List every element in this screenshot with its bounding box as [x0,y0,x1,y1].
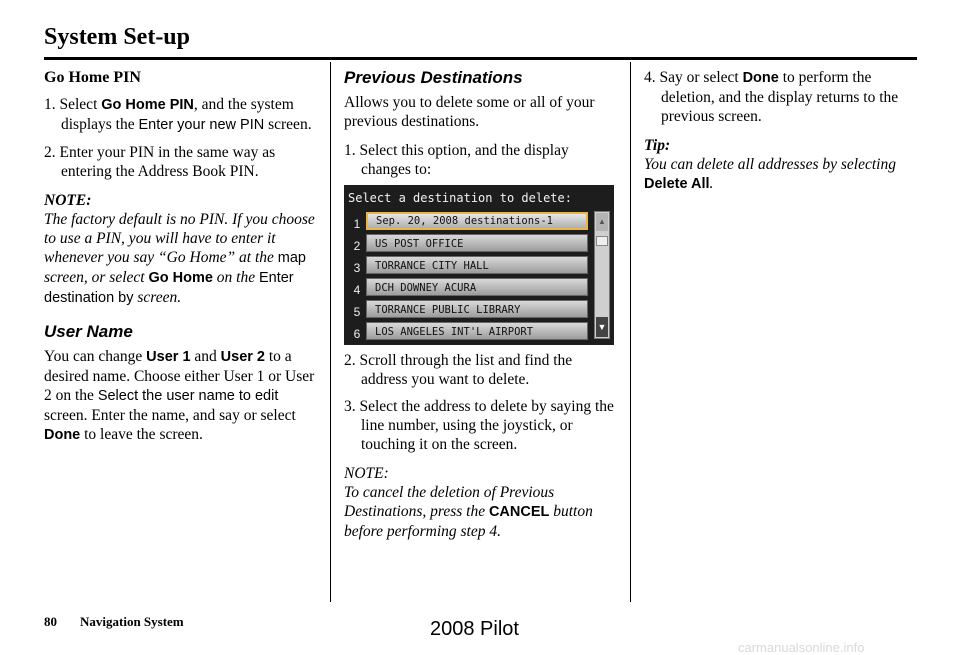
step-text: Scroll through the list and find the address you want to delete. [359,352,573,388]
header-rule [44,57,917,60]
note-label: NOTE: [344,465,389,482]
keyword-enter-destination-by: Enter destination by [44,270,294,306]
keyword-done: Done [742,70,779,86]
page-title: System Set-up [44,24,191,50]
tip-text [644,155,916,194]
keyword-done: Done [44,427,81,443]
page-number: 80 [44,614,57,629]
step-text: Select the address to delete by saying the line number, using the joystick, or touching it on the screen. [359,398,614,453]
keyword-user-2: User 2 [220,349,265,365]
body-text: screen. Enter the name, and say or select [44,407,296,424]
note-text: To cancel the deletion of Previous Destinations, press the [344,484,555,520]
previous-destinations-intro: Allows you to delete some or all of your previous destinations. [344,94,595,130]
go-home-pin-heading: Go Home PIN [44,69,141,86]
column-1 [44,68,316,455]
column-2 [344,68,619,551]
scroll-down-arrow-icon[interactable]: ▼ [596,317,608,337]
go-home-note [44,210,316,308]
destination-button[interactable]: TORRANCE CITY HALL [366,256,588,274]
keyword-go-home: Go Home [148,270,213,286]
column-divider-1 [330,62,331,602]
step-text: to perform the deletion, and the display returns to the previous screen. [661,69,899,125]
step-number: 2. [44,144,56,161]
navigation-screen-image [344,185,614,345]
step-text: , and the system displays the [61,96,294,133]
row-number: 6 [353,327,361,341]
row-number: 1 [353,217,361,231]
destination-row[interactable] [344,322,592,342]
step-text: Say or select [659,69,743,86]
note-text: on the [212,269,259,286]
note-label: NOTE: [44,192,92,209]
destination-button[interactable]: TORRANCE PUBLIC LIBRARY [366,300,588,318]
body-text: You can change [44,348,147,365]
column-3 [644,68,916,204]
column-divider-2 [630,62,631,602]
step-text: Select [59,96,102,113]
body-text: and [190,348,221,365]
keyword-delete-all: Delete All [644,176,710,192]
keyword-select-user-name: Select the user name to edit [97,388,279,404]
destination-button[interactable]: US POST OFFICE [366,234,588,252]
step-number: 3. [344,398,356,415]
step-text: screen. [264,116,312,133]
step-number: 1. [344,142,356,159]
body-text: to a desired name. Choose either User 1 or User 2 on the [44,348,315,404]
step-number: 4. [644,69,656,86]
tip-label: Tip: [644,137,671,154]
scrollbar[interactable] [594,211,610,339]
screen-title: Select a destination to delete: [348,191,572,205]
row-number: 5 [353,305,361,319]
tip-body: You can delete all addresses by selecting [644,156,896,173]
step-text: Select this option, and the display changes to: [359,142,569,178]
user-name-heading: User Name [44,322,133,341]
keyword-user-1: User 1 [146,349,191,365]
step-text: Enter your PIN in the same way as entering the Address Book PIN. [59,144,276,180]
row-number: 2 [353,239,361,253]
scroll-up-arrow-icon[interactable]: ▲ [596,213,608,231]
destination-row[interactable] [344,256,592,276]
user-name-paragraph [44,347,316,445]
note-text: screen. [133,289,182,306]
footer-section: Navigation System [80,614,184,629]
note-text: screen, or select [44,269,149,286]
destination-button-selected[interactable]: Sep. 20, 2008 destinations-1 [366,212,588,230]
go-home-step-1 [44,95,316,135]
prev-step-1 [344,141,619,179]
previous-destinations-heading: Previous Destinations [344,68,523,87]
row-number: 4 [353,283,361,297]
cancel-note [344,483,619,541]
destination-row[interactable] [344,212,592,232]
keyword-cancel: CANCEL [488,504,550,520]
go-home-step-2 [44,143,316,181]
step-number: 1. [44,96,56,113]
body-text: to leave the screen. [80,426,203,443]
destination-row[interactable] [344,278,592,298]
keyword-map: map [277,250,306,266]
prev-step-4 [644,68,916,126]
note-text: The factory default is no PIN. If you choose to use a PIN, you will have to enter it whenever you say “Go Home” at the [44,211,315,266]
prev-step-3 [344,397,619,454]
watermark-site: carmanualsonline.info [738,640,865,655]
tip-body: . [709,175,714,192]
note-text: button before performing step 4. [344,503,593,540]
keyword-enter-new-pin: Enter your new PIN [138,117,265,133]
watermark-model: 2008 Pilot [430,618,519,640]
destination-row[interactable] [344,300,592,320]
scroll-thumb[interactable] [596,236,608,246]
prev-step-2 [344,351,619,389]
destination-button[interactable]: LOS ANGELES INT'L AIRPORT [366,322,588,340]
destination-row[interactable] [344,234,592,254]
destination-button[interactable]: DCH DOWNEY ACURA [366,278,588,296]
step-number: 2. [344,352,356,369]
keyword-go-home-pin: Go Home PIN [101,97,194,113]
row-number: 3 [353,261,361,275]
